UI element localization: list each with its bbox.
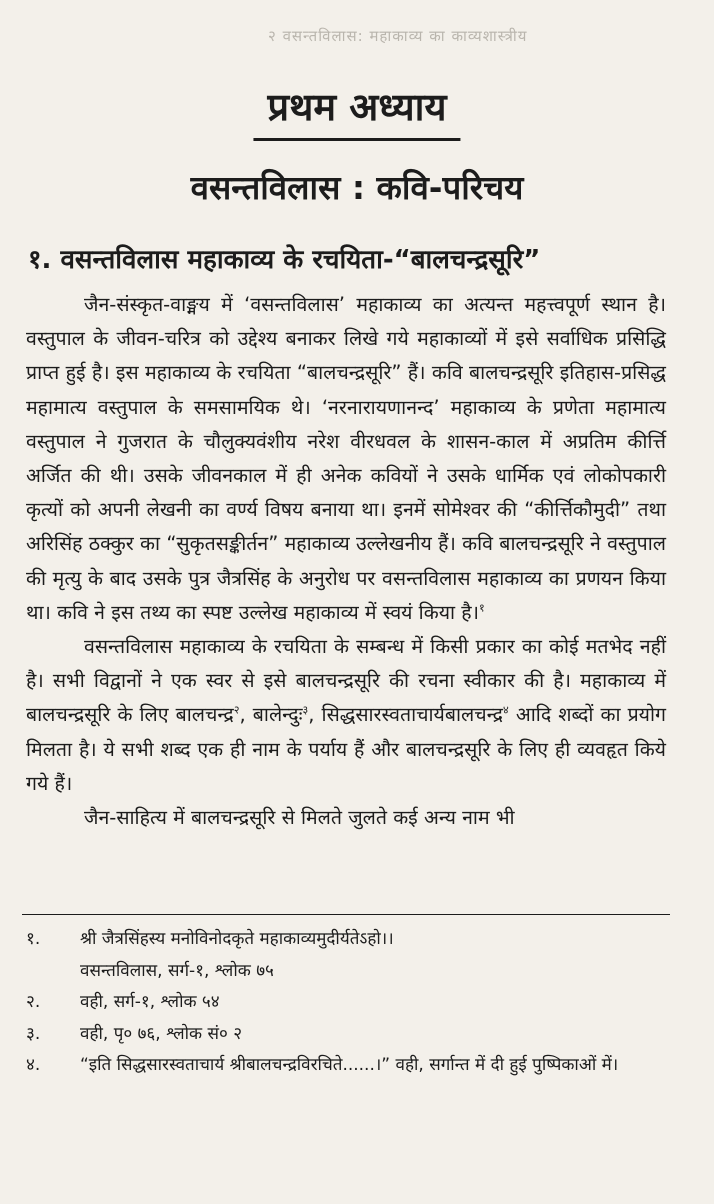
footnote-1-line-1: श्री जैत्रसिंहस्य मनोविनोदकृते महाकाव्यमुदीर्यतेऽहो।।	[80, 929, 394, 949]
footnote-number: ३.	[26, 1023, 41, 1044]
footnotes	[26, 924, 670, 1082]
section-heading: १. वसन्तविलास महाकाव्य के रचयिता-“बालचन्द्रसूरि”	[28, 245, 541, 275]
footnote-1-line-2: वसन्तविलास, सर्ग-१, श्लोक ७५	[80, 960, 274, 981]
paragraph-2-text-b: , बालेन्दुः	[239, 703, 303, 727]
footnote-divider	[22, 914, 670, 915]
paragraph-2-text-a: वसन्तविलास महाकाव्य के रचयिता के सम्बन्ध में किसी प्रकार का कोई मतभेद नहीं है। सभी विद्वानों ने एक स्वर से इसे बालचन्द्रसूरि की रचना स्वीकार की है। महाकाव्य में बालचन्द्रसूरि के लिए बालचन्द्र	[26, 635, 666, 727]
chapter-title: प्रथम अध्याय	[253, 80, 460, 141]
footnote-ref-1: १	[479, 601, 485, 615]
body-text	[26, 288, 666, 835]
paragraph-1-text: जैन-संस्कृत-वाङ्मय में ‘वसन्तविलास’ महाकाव्य का अत्यन्त महत्त्वपूर्ण स्थान है। वस्तुपाल के जीवन-चरित्र को उद्देश्य बनाकर लिखे गये महाकाव्यों में इसे सर्वाधिक प्रसिद्धि प्राप्त हुई है। इस महाकाव्य के रचयिता “बालचन्द्रसूरि” हैं। कवि बालचन्द्रसूरि इतिहास-प्रसिद्ध महामात्य वस्तुपाल के समसामयिक थे। ‘नरनारायणानन्द’ महाकाव्य के प्रणेता महामात्य वस्तुपाल ने गुजरात के चौलुक्यवंशीय नरेश वीरधवल के शासन-काल में अप्रतिम कीर्त्ति अर्जित की थी। उसके जीवनकाल में ही अनेक कवियों ने उसके धार्मिक एवं लोकोपकारी कृत्यों को अपनी लेखनी का वर्ण्य विषय बनाया था। इनमें सोमेश्वर की “कीर्त्तिकौमुदी” तथा अरिसिंह ठक्कुर का “सुकृतसङ्कीर्तन” महाकाव्य उल्लेखनीय हैं। कवि बालचन्द्रसूरि ने वस्तुपाल की मृत्यु के बाद उसके पुत्र जैत्रसिंह के अनुरोध पर वसन्तविलास महाकाव्य का प्रणयन किया था। कवि ने इस तथ्य का स्पष्ट उल्लेख महाकाव्य में स्वयं किया है।	[26, 293, 666, 624]
footnote-number: २.	[26, 992, 41, 1012]
chapter-subtitle: वसन्तविलास : कवि-परिचय	[190, 168, 524, 207]
paragraph-3: जैन-साहित्य में बालचन्द्रसूरि से मिलते जुलते कई अन्य नाम भी	[84, 806, 515, 830]
footnote-number: ४.	[26, 1055, 41, 1075]
paragraph-2-text-c: , सिद्धसारस्वताचार्यबालचन्द्र	[308, 703, 504, 727]
footnote-ref-2: २	[233, 703, 240, 717]
footnote-3	[26, 1019, 670, 1051]
footnote-number: १.	[26, 929, 41, 949]
paragraph-2	[26, 630, 666, 801]
footnote-4	[26, 1050, 670, 1082]
footnote-text: वही, सर्ग-१, श्लोक ५४	[80, 992, 220, 1012]
footnote-text	[80, 924, 670, 987]
footnote-ref-4: ४	[503, 703, 509, 717]
bleed-through-text: २ वसन्तविलास: महाकाव्य का काव्यशास्त्रीय	[268, 27, 528, 45]
footnote-1	[26, 924, 670, 987]
paragraph-2-text-d: आदि शब्दों का प्रयोग मिलता है। ये सभी शब्द एक ही नाम के पर्याय हैं और बालचन्द्रसूरि के लिए ही व्यवहृत किये गये हैं।	[26, 703, 667, 795]
footnote-text: वही, पृ० ७६, श्लोक सं० २	[80, 1023, 243, 1044]
footnote-text: “इति सिद्धसारस्वताचार्य श्रीबालचन्द्रविरचिते......।” वही, सर्गान्त में दी हुई पुष्पिकाओं में।	[80, 1055, 619, 1075]
footnote-2	[26, 987, 670, 1019]
footnote-ref-3: ३	[302, 703, 309, 717]
paragraph-1	[26, 288, 666, 630]
